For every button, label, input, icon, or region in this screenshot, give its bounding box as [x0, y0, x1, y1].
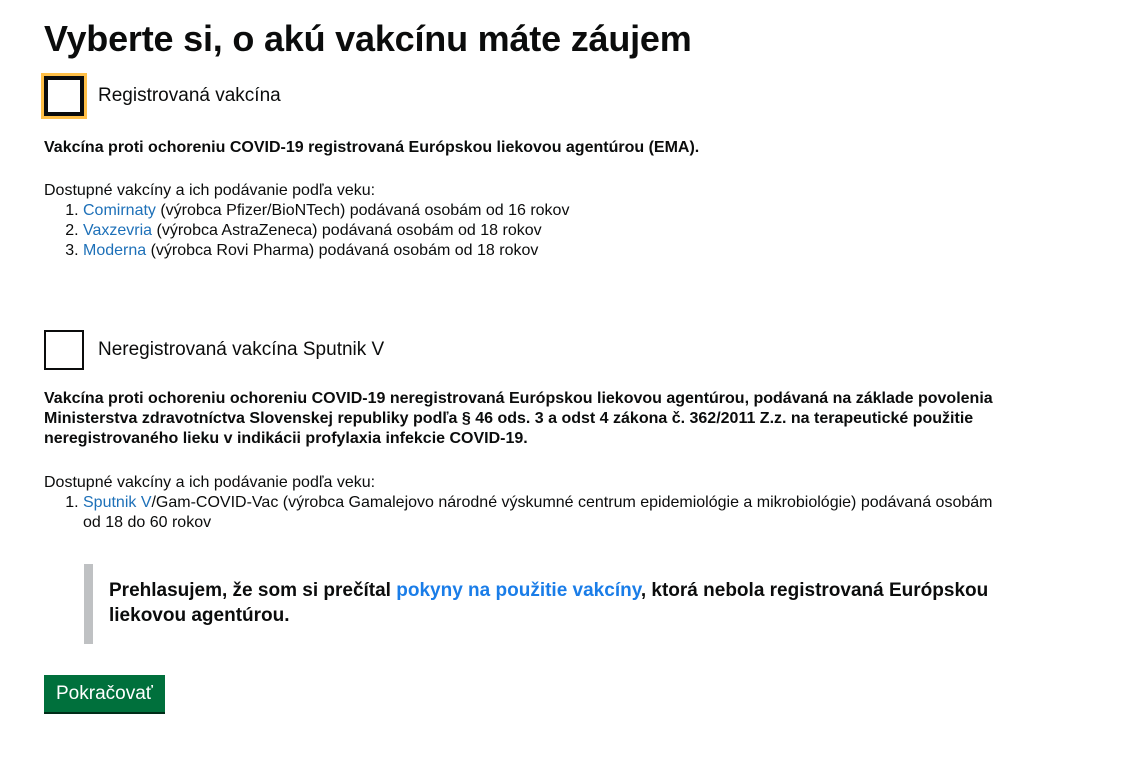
vaccine-info: (výrobca Rovi Pharma) podávaná osobám od 18 rokov [146, 242, 539, 259]
sputnik-vaccine-label[interactable]: Neregistrovaná vakcína Sputnik V [98, 339, 385, 360]
sputnik-link[interactable]: Sputnik V [83, 494, 152, 511]
vaxzevria-link[interactable]: Vaxzevria [83, 222, 153, 239]
registered-vaccine-checkbox[interactable] [44, 76, 84, 116]
registered-vaccine-list-intro: Dostupné vakcíny a ich podávanie podľa veku: [44, 182, 376, 199]
moderna-link[interactable]: Moderna [83, 242, 147, 259]
declaration-text: Prehlasujem, že som si prečítal pokyny na použitie vakcíny, ktorá nebola registrovaná Európskou liekovou agentúrou. [109, 580, 989, 626]
vaccine-info: (výrobca AstraZeneca) podávaná osobám od 18 rokov [152, 222, 542, 239]
continue-button[interactable]: Pokračovať [44, 675, 165, 712]
vaccine-info: /Gam-COVID-Vac (výrobca Gamalejovo národné výskumné centrum epidemiológie a mikrobiológie) podávaná osobám od 18 do 60 rokov [83, 494, 993, 531]
sputnik-vaccine-list-intro: Dostupné vakcíny a ich podávanie podľa veku: [44, 474, 376, 491]
option-registered-vaccine[interactable] [44, 76, 281, 116]
page-title: Vyberte si, o akú vakcínu máte záujem [44, 18, 692, 59]
list-item [83, 221, 1004, 241]
list-item [83, 493, 1004, 533]
sputnik-vaccine-checkbox[interactable] [44, 330, 84, 370]
registered-vaccine-description: Vakcína proti ochoreniu COVID-19 registrovaná Európskou liekovou agentúrou (EMA). [44, 139, 700, 156]
vaccine-info: (výrobca Pfizer/BioNTech) podávaná osobám od 16 rokov [155, 202, 570, 219]
comirnaty-link[interactable]: Comirnaty [83, 202, 156, 219]
list-item [83, 241, 1004, 261]
sputnik-vaccine-description: Vakcína proti ochoreniu ochoreniu COVID-19 neregistrovaná Európskou liekovou agentúrou, podávaná na základe povolenia Ministerstva zdravotníctva Slovenskej republiky podľa § 46 ods. 3 a odst 4 zákona č. 362/2011 Z.z. na terapeutické použitie neregistrovaného lieku v indikácii profylaxia infekcie COVID-19. [44, 390, 993, 447]
declaration-inset [84, 564, 994, 644]
sputnik-vaccine-list [44, 493, 1004, 533]
vaccine-instructions-link[interactable]: pokyny na použitie vakcíny [396, 580, 641, 601]
registered-vaccine-list [44, 201, 1004, 261]
option-sputnik-vaccine[interactable] [44, 330, 384, 370]
list-item [83, 201, 1004, 221]
registered-vaccine-label[interactable]: Registrovaná vakcína [98, 85, 281, 106]
